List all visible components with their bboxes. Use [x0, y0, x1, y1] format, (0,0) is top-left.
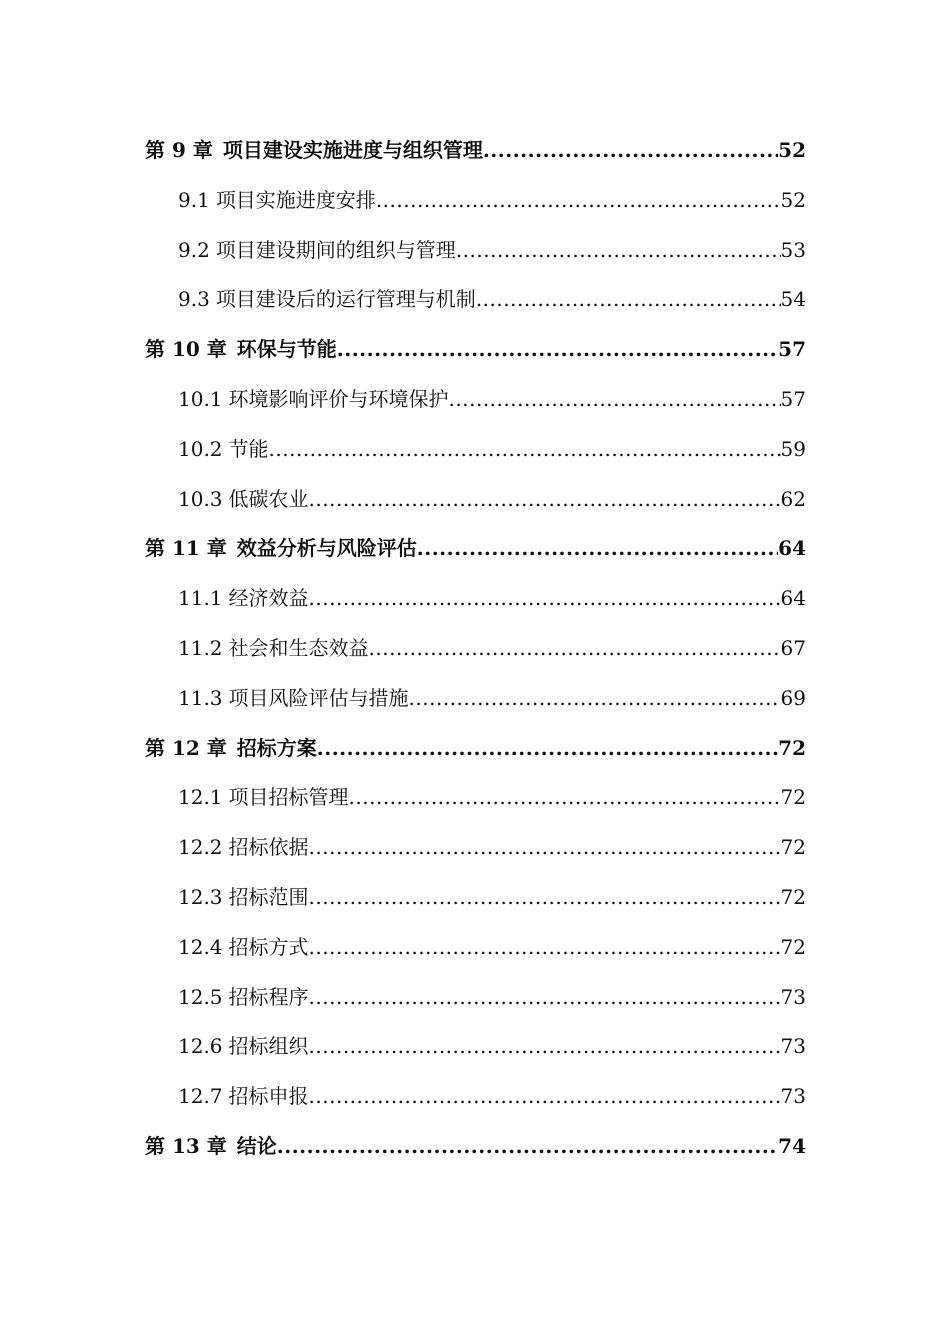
toc-page-number: 73	[780, 984, 806, 1009]
toc-dot-leader	[349, 773, 781, 823]
toc-entry-title	[178, 226, 456, 276]
toc-entry-section-12-2[interactable]	[0, 823, 950, 873]
toc-entry-label: 项目实施进度安排	[215, 187, 376, 212]
toc-entry-section-12-6[interactable]	[0, 1022, 950, 1072]
toc-entry-title	[145, 325, 337, 375]
toc-entry-label: 项目招标管理	[228, 785, 349, 810]
toc-page-number: 64	[778, 536, 806, 561]
toc-entry-section-11-3[interactable]	[0, 674, 950, 724]
toc-entry-title	[178, 475, 309, 525]
toc-page-number: 73	[780, 1034, 806, 1059]
toc-page-number: 59	[780, 436, 806, 461]
toc-dot-leader	[309, 574, 781, 624]
toc-dot-leader	[483, 126, 778, 176]
toc-entry-number: 12.2	[178, 835, 223, 860]
toc-entry-number: 第 10 章	[145, 337, 227, 362]
toc-entry-title	[178, 375, 449, 425]
toc-page-number: 67	[780, 635, 806, 660]
toc-entry-number: 12.7	[178, 1084, 223, 1109]
toc-dot-leader	[337, 325, 778, 375]
toc-entry-label: 项目建设期间的组织与管理	[215, 237, 456, 262]
toc-dot-leader	[309, 973, 781, 1023]
toc-entry-label: 招标方案	[236, 735, 317, 760]
toc-entry-title	[178, 624, 369, 674]
toc-entry-title	[145, 724, 317, 774]
toc-entry-title	[178, 923, 309, 973]
toc-page-number: 73	[780, 1084, 806, 1109]
toc-page-number: 72	[780, 884, 806, 909]
toc-entry-section-10-3[interactable]	[0, 475, 950, 525]
toc-entry-section-9-2[interactable]	[0, 226, 950, 276]
toc-entry-section-12-4[interactable]	[0, 923, 950, 973]
toc-entry-title	[178, 275, 476, 325]
table-of-contents	[0, 126, 950, 1172]
toc-entry-section-10-2[interactable]	[0, 425, 950, 475]
toc-entry-number: 9.2	[178, 237, 210, 262]
toc-entry-title	[178, 1072, 309, 1122]
toc-entry-number: 12.6	[178, 1034, 223, 1059]
toc-page-number: 52	[778, 138, 806, 162]
toc-entry-title	[145, 524, 417, 574]
toc-page-number: 72	[778, 735, 806, 760]
toc-page-number: 69	[780, 685, 806, 710]
toc-entry-number: 12.5	[178, 984, 223, 1009]
toc-entry-number: 第 13 章	[145, 1133, 227, 1158]
toc-entry-title	[178, 574, 309, 624]
toc-entry-number: 10.2	[178, 436, 223, 461]
toc-dot-leader	[309, 1022, 781, 1072]
toc-entry-number: 第 12 章	[145, 735, 227, 760]
toc-entry-label: 招标方式	[228, 934, 309, 959]
toc-entry-label: 项目风险评估与措施	[228, 685, 409, 710]
toc-entry-number: 11.2	[178, 635, 223, 660]
toc-entry-label: 项目建设实施进度与组织管理	[222, 138, 483, 162]
toc-dot-leader	[409, 674, 781, 724]
toc-entry-chapter-10[interactable]	[0, 325, 950, 375]
toc-page-number: 53	[780, 237, 806, 262]
toc-page-number: 72	[780, 835, 806, 860]
toc-entry-chapter-9[interactable]	[0, 126, 950, 176]
toc-page-number: 57	[778, 337, 806, 362]
toc-entry-title	[178, 773, 349, 823]
toc-entry-label: 招标范围	[228, 884, 309, 909]
toc-entry-number: 9.1	[178, 187, 210, 212]
toc-entry-section-12-5[interactable]	[0, 973, 950, 1023]
toc-entry-section-11-2[interactable]	[0, 624, 950, 674]
toc-entry-label: 效益分析与风险评估	[236, 536, 417, 561]
toc-dot-leader	[309, 873, 781, 923]
toc-entry-label: 低碳农业	[228, 486, 309, 511]
toc-entry-number: 11.3	[178, 685, 223, 710]
toc-dot-leader	[309, 475, 781, 525]
toc-entry-number: 12.3	[178, 884, 223, 909]
toc-entry-title	[178, 1022, 309, 1072]
toc-entry-section-12-1[interactable]	[0, 773, 950, 823]
toc-entry-section-12-3[interactable]	[0, 873, 950, 923]
toc-page-number: 54	[780, 287, 806, 312]
toc-entry-number: 第 9 章	[145, 138, 213, 162]
toc-page-number: 64	[780, 586, 806, 611]
toc-dot-leader	[309, 923, 781, 973]
toc-entry-section-9-1[interactable]	[0, 176, 950, 226]
toc-entry-title	[178, 973, 309, 1023]
toc-page-number: 57	[780, 386, 806, 411]
toc-entry-section-10-1[interactable]	[0, 375, 950, 425]
toc-entry-label: 节能	[228, 436, 269, 461]
toc-page-number: 62	[780, 486, 806, 511]
toc-entry-number: 9.3	[178, 287, 210, 312]
toc-dot-leader	[317, 724, 778, 774]
toc-entry-label: 环境影响评价与环境保护	[228, 386, 449, 411]
toc-entry-title	[178, 823, 309, 873]
toc-entry-number: 第 11 章	[145, 536, 227, 561]
toc-entry-chapter-11[interactable]	[0, 524, 950, 574]
toc-entry-number: 11.1	[178, 586, 223, 611]
toc-dot-leader	[449, 375, 781, 425]
toc-page-number: 72	[780, 934, 806, 959]
toc-entry-section-9-3[interactable]	[0, 275, 950, 325]
toc-entry-number: 12.1	[178, 785, 223, 810]
toc-dot-leader	[369, 624, 781, 674]
toc-entry-title	[145, 126, 483, 176]
toc-dot-leader	[476, 275, 781, 325]
toc-entry-label: 招标申报	[228, 1084, 309, 1109]
toc-entry-label: 招标程序	[228, 984, 309, 1009]
toc-dot-leader	[309, 1072, 781, 1122]
toc-page-number: 52	[780, 187, 806, 212]
toc-entry-label: 环保与节能	[236, 337, 337, 362]
toc-entry-section-12-7[interactable]	[0, 1072, 950, 1122]
toc-dot-leader	[456, 226, 781, 276]
toc-entry-number: 10.3	[178, 486, 223, 511]
toc-dot-leader	[309, 823, 781, 873]
toc-entry-number: 12.4	[178, 934, 223, 959]
toc-dot-leader	[376, 176, 781, 226]
toc-entry-label: 招标组织	[228, 1034, 309, 1059]
toc-entry-title	[178, 873, 309, 923]
toc-entry-chapter-13[interactable]	[0, 1122, 950, 1172]
toc-dot-leader	[277, 1122, 778, 1172]
toc-page-number: 74	[778, 1133, 806, 1158]
toc-entry-title	[178, 425, 269, 475]
toc-entry-chapter-12[interactable]	[0, 724, 950, 774]
toc-dot-leader	[417, 524, 778, 574]
toc-page-number: 72	[780, 785, 806, 810]
toc-dot-leader	[269, 425, 781, 475]
toc-entry-label: 招标依据	[228, 835, 309, 860]
toc-entry-title	[178, 176, 376, 226]
toc-entry-label: 社会和生态效益	[228, 635, 369, 660]
toc-entry-label: 经济效益	[228, 586, 309, 611]
toc-entry-section-11-1[interactable]	[0, 574, 950, 624]
toc-entry-title	[145, 1122, 277, 1172]
toc-entry-number: 10.1	[178, 386, 223, 411]
toc-entry-label: 结论	[236, 1133, 277, 1158]
toc-entry-title	[178, 674, 409, 724]
toc-entry-label: 项目建设后的运行管理与机制	[215, 287, 476, 312]
